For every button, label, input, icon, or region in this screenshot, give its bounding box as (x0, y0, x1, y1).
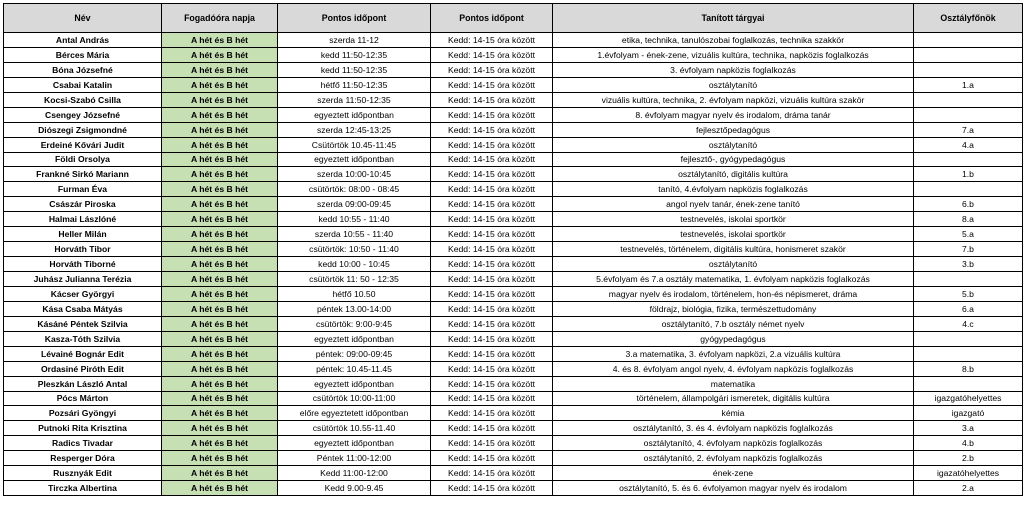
cell-week: A hét és B hét (162, 47, 278, 62)
column-header-class-teacher: Osztályfőnök (914, 4, 1023, 33)
cell-week: A hét és B hét (162, 167, 278, 182)
cell-subjects: történelem, állampolgári ismeretek, digitális kultúra (553, 391, 914, 406)
cell-time-2: Kedd: 14-15 óra között (431, 421, 553, 436)
cell-time: kedd 10:55 - 11:40 (278, 212, 431, 227)
cell-name: Kácser Györgyi (4, 286, 162, 301)
cell-time-2: Kedd: 14-15 óra között (431, 77, 553, 92)
cell-time-2: Kedd: 14-15 óra között (431, 227, 553, 242)
cell-time-2: Kedd: 14-15 óra között (431, 92, 553, 107)
cell-subjects: magyar nyelv és irodalom, történelem, hon-és népismeret, dráma (553, 286, 914, 301)
cell-subjects: 3.a matematika, 3. évfolyam napközi, 2.a vizuális kultúra (553, 346, 914, 361)
column-header-name: Név (4, 4, 162, 33)
table-row (4, 301, 1023, 316)
cell-week: A hét és B hét (162, 272, 278, 287)
cell-time: péntek: 09:00-09:45 (278, 346, 431, 361)
cell-name: Halmai Lászlóné (4, 212, 162, 227)
cell-time: csütörtök 11: 50 - 12:35 (278, 272, 431, 287)
table-row (4, 406, 1023, 421)
cell-subjects: 5.évfolyam és 7.a osztály matematika, 1. évfolyam napközis foglalkozás (553, 272, 914, 287)
cell-time-2: Kedd: 14-15 óra között (431, 286, 553, 301)
cell-subjects: 3. évfolyam napközis foglalkozás (553, 62, 914, 77)
cell-name: Bóna Józsefné (4, 62, 162, 77)
column-header-time: Pontos időpont (278, 4, 431, 33)
cell-time: előre egyeztetett időpontban (278, 406, 431, 421)
cell-time-2: Kedd: 14-15 óra között (431, 316, 553, 331)
cell-time: egyeztett időpontban (278, 436, 431, 451)
cell-subjects: testnevelés, iskolai sportkör (553, 227, 914, 242)
cell-subjects: osztálytanító, 7.b osztály német nyelv (553, 316, 914, 331)
cell-week: A hét és B hét (162, 286, 278, 301)
cell-time: kedd 11:50-12:35 (278, 62, 431, 77)
cell-week: A hét és B hét (162, 33, 278, 48)
cell-name: Kása Csaba Mátyás (4, 301, 162, 316)
cell-week: A hét és B hét (162, 316, 278, 331)
cell-time-2: Kedd: 14-15 óra között (431, 152, 553, 167)
table-row (4, 451, 1023, 466)
cell-subjects: földrajz, biológia, fizika, természettudomány (553, 301, 914, 316)
table-row (4, 182, 1023, 197)
cell-class-teacher: 5.a (914, 227, 1023, 242)
table-row (4, 137, 1023, 152)
cell-class-teacher (914, 62, 1023, 77)
cell-week: A hét és B hét (162, 436, 278, 451)
cell-subjects: 8. évfolyam magyar nyelv és irodalom, dráma tanár (553, 107, 914, 122)
cell-week: A hét és B hét (162, 481, 278, 496)
cell-subjects: fejlesztőpedagógus (553, 122, 914, 137)
cell-name: Horváth Tiborné (4, 257, 162, 272)
cell-time: szerda 12:45-13:25 (278, 122, 431, 137)
table-header (4, 4, 1023, 33)
cell-time: hétfő 11:50-12:35 (278, 77, 431, 92)
cell-subjects: osztálytanító, 4. évfolyam napközis foglalkozás (553, 436, 914, 451)
cell-time: szerda 09:00-09:45 (278, 197, 431, 212)
cell-time: csütörtök: 10:50 - 11:40 (278, 242, 431, 257)
cell-time-2: Kedd: 14-15 óra között (431, 182, 553, 197)
cell-week: A hét és B hét (162, 331, 278, 346)
table-row (4, 316, 1023, 331)
cell-class-teacher: igazatóhelyettes (914, 466, 1023, 481)
cell-class-teacher: 5.b (914, 286, 1023, 301)
cell-name: Kásáné Péntek Szilvia (4, 316, 162, 331)
cell-name: Horváth Tibor (4, 242, 162, 257)
cell-week: A hét és B hét (162, 242, 278, 257)
cell-class-teacher (914, 182, 1023, 197)
table-row (4, 376, 1023, 391)
cell-week: A hét és B hét (162, 122, 278, 137)
cell-time-2: Kedd: 14-15 óra között (431, 451, 553, 466)
cell-class-teacher (914, 152, 1023, 167)
cell-subjects: tanító, 4.évfolyam napközis foglalkozás (553, 182, 914, 197)
cell-time: szerda 11:50-12:35 (278, 92, 431, 107)
cell-name: Földi Orsolya (4, 152, 162, 167)
cell-class-teacher: 7.a (914, 122, 1023, 137)
cell-class-teacher: 4.c (914, 316, 1023, 331)
cell-time-2: Kedd: 14-15 óra között (431, 257, 553, 272)
cell-week: A hét és B hét (162, 77, 278, 92)
table-row (4, 122, 1023, 137)
cell-name: Frankné Sirkó Mariann (4, 167, 162, 182)
cell-class-teacher: igazgató (914, 406, 1023, 421)
cell-subjects: ének-zene (553, 466, 914, 481)
cell-time: csütörtök: 08:00 - 08:45 (278, 182, 431, 197)
cell-time: Kedd 11:00-12:00 (278, 466, 431, 481)
cell-name: Pleszkán László Antal (4, 376, 162, 391)
cell-name: Pócs Márton (4, 391, 162, 406)
cell-name: Kocsi-Szabó Csilla (4, 92, 162, 107)
table-row (4, 481, 1023, 496)
cell-subjects: osztálytanító (553, 77, 914, 92)
cell-class-teacher: 8.a (914, 212, 1023, 227)
cell-time-2: Kedd: 14-15 óra között (431, 242, 553, 257)
cell-subjects: testnevelés, történelem, digitális kultúra, honismeret szakör (553, 242, 914, 257)
table-row (4, 107, 1023, 122)
cell-time: egyeztett időpontban (278, 331, 431, 346)
cell-class-teacher (914, 92, 1023, 107)
cell-week: A hét és B hét (162, 227, 278, 242)
cell-subjects: 1.évfolyam - ének-zene, vizuális kultúra, technika, napközis foglalkozás (553, 47, 914, 62)
cell-subjects: osztálytanító (553, 137, 914, 152)
cell-subjects: osztálytanító, 5. és 6. évfolyamon magyar nyelv és irodalom (553, 481, 914, 496)
cell-time: egyeztett időpontban (278, 107, 431, 122)
table-row (4, 242, 1023, 257)
table-row (4, 391, 1023, 406)
table-row (4, 62, 1023, 77)
cell-subjects: testnevelés, iskolai sportkör (553, 212, 914, 227)
cell-week: A hét és B hét (162, 197, 278, 212)
cell-class-teacher: 7.b (914, 242, 1023, 257)
cell-class-teacher (914, 33, 1023, 48)
table-row (4, 466, 1023, 481)
cell-week: A hét és B hét (162, 391, 278, 406)
cell-week: A hét és B hét (162, 421, 278, 436)
cell-time-2: Kedd: 14-15 óra között (431, 466, 553, 481)
cell-subjects: kémia (553, 406, 914, 421)
table-row (4, 212, 1023, 227)
cell-class-teacher (914, 47, 1023, 62)
column-header-day: Fogadóóra napja (162, 4, 278, 33)
cell-name: Ordasiné Piróth Edit (4, 361, 162, 376)
table-row (4, 436, 1023, 451)
table-row (4, 92, 1023, 107)
cell-time-2: Kedd: 14-15 óra között (431, 346, 553, 361)
cell-name: Resperger Dóra (4, 451, 162, 466)
teacher-consultation-table (3, 3, 1023, 496)
cell-week: A hét és B hét (162, 137, 278, 152)
cell-time: szerda 10:00-10:45 (278, 167, 431, 182)
cell-subjects: osztálytanító, 2. évfolyam napközis foglalkozás (553, 451, 914, 466)
cell-name: Heller Milán (4, 227, 162, 242)
cell-time: csütörtök 10.55-11.40 (278, 421, 431, 436)
cell-time-2: Kedd: 14-15 óra között (431, 272, 553, 287)
cell-time: péntek: 10.45-11.45 (278, 361, 431, 376)
cell-name: Pozsári Gyöngyi (4, 406, 162, 421)
cell-class-teacher: 1.a (914, 77, 1023, 92)
cell-time-2: Kedd: 14-15 óra között (431, 197, 553, 212)
cell-time: Kedd 9.00-9.45 (278, 481, 431, 496)
cell-week: A hét és B hét (162, 257, 278, 272)
cell-subjects: osztálytanító, 3. és 4. évfolyam napközis foglalkozás (553, 421, 914, 436)
cell-class-teacher: 2.a (914, 481, 1023, 496)
cell-class-teacher: 3.b (914, 257, 1023, 272)
table-row (4, 33, 1023, 48)
cell-name: Csabai Katalin (4, 77, 162, 92)
table-row (4, 346, 1023, 361)
table-row (4, 47, 1023, 62)
cell-time: Péntek 11:00-12:00 (278, 451, 431, 466)
cell-class-teacher: 3.a (914, 421, 1023, 436)
cell-time-2: Kedd: 14-15 óra között (431, 481, 553, 496)
cell-name: Juhász Julianna Terézia (4, 272, 162, 287)
cell-week: A hét és B hét (162, 62, 278, 77)
cell-name: Bérces Mária (4, 47, 162, 62)
cell-class-teacher: 4.b (914, 436, 1023, 451)
table-row (4, 286, 1023, 301)
column-header-subjects: Tanított tárgyai (553, 4, 914, 33)
cell-name: Putnoki Rita Krisztina (4, 421, 162, 436)
cell-week: A hét és B hét (162, 406, 278, 421)
cell-subjects: etika, technika, tanulószobai foglalkozás, technika szakkör (553, 33, 914, 48)
cell-time-2: Kedd: 14-15 óra között (431, 436, 553, 451)
cell-time: egyeztett időpontban (278, 376, 431, 391)
cell-class-teacher (914, 376, 1023, 391)
header-row (4, 4, 1023, 33)
table-row (4, 152, 1023, 167)
cell-name: Antal András (4, 33, 162, 48)
cell-subjects: osztálytanító (553, 257, 914, 272)
cell-time: péntek 13.00-14:00 (278, 301, 431, 316)
cell-name: Radics Tivadar (4, 436, 162, 451)
cell-time: szerda 10:55 - 11:40 (278, 227, 431, 242)
cell-name: Rusznyák Edit (4, 466, 162, 481)
cell-subjects: 4. és 8. évfolyam angol nyelv, 4. évfolyam napközis foglalkozás (553, 361, 914, 376)
cell-time-2: Kedd: 14-15 óra között (431, 406, 553, 421)
cell-subjects: fejlesztő-, gyógypedagógus (553, 152, 914, 167)
cell-class-teacher (914, 107, 1023, 122)
cell-week: A hét és B hét (162, 152, 278, 167)
cell-time: kedd 11:50-12:35 (278, 47, 431, 62)
table-row (4, 77, 1023, 92)
cell-time: szerda 11-12 (278, 33, 431, 48)
cell-class-teacher: igazgatóhelyettes (914, 391, 1023, 406)
cell-name: Tirczka Albertina (4, 481, 162, 496)
cell-week: A hét és B hét (162, 346, 278, 361)
cell-class-teacher (914, 331, 1023, 346)
cell-time-2: Kedd: 14-15 óra között (431, 137, 553, 152)
table-row (4, 331, 1023, 346)
cell-time: hétfő 10.50 (278, 286, 431, 301)
cell-class-teacher (914, 346, 1023, 361)
cell-class-teacher: 6.b (914, 197, 1023, 212)
cell-week: A hét és B hét (162, 212, 278, 227)
cell-time: kedd 10:00 - 10:45 (278, 257, 431, 272)
cell-week: A hét és B hét (162, 376, 278, 391)
cell-class-teacher: 8.b (914, 361, 1023, 376)
cell-class-teacher: 2.b (914, 451, 1023, 466)
cell-class-teacher: 4.a (914, 137, 1023, 152)
cell-time-2: Kedd: 14-15 óra között (431, 331, 553, 346)
cell-time-2: Kedd: 14-15 óra között (431, 62, 553, 77)
cell-time-2: Kedd: 14-15 óra között (431, 212, 553, 227)
cell-time-2: Kedd: 14-15 óra között (431, 122, 553, 137)
table-row (4, 167, 1023, 182)
cell-time-2: Kedd: 14-15 óra között (431, 376, 553, 391)
table-row (4, 257, 1023, 272)
cell-name: Erdeiné Kővári Judit (4, 137, 162, 152)
cell-subjects: vizuális kultúra, technika, 2. évfolyam napközi, vizuális kultúra szakör (553, 92, 914, 107)
cell-time: csütörtök: 9:00-9:45 (278, 316, 431, 331)
cell-name: Furman Éva (4, 182, 162, 197)
cell-subjects: osztálytanító, digitális kultúra (553, 167, 914, 182)
cell-name: Csengey Józsefné (4, 107, 162, 122)
cell-class-teacher: 6.a (914, 301, 1023, 316)
cell-subjects: gyógypedagógus (553, 331, 914, 346)
cell-week: A hét és B hét (162, 92, 278, 107)
cell-name: Kasza-Tóth Szilvia (4, 331, 162, 346)
cell-subjects: matematika (553, 376, 914, 391)
cell-time-2: Kedd: 14-15 óra között (431, 107, 553, 122)
cell-week: A hét és B hét (162, 451, 278, 466)
cell-time-2: Kedd: 14-15 óra között (431, 167, 553, 182)
cell-time-2: Kedd: 14-15 óra között (431, 391, 553, 406)
cell-week: A hét és B hét (162, 107, 278, 122)
cell-week: A hét és B hét (162, 182, 278, 197)
cell-week: A hét és B hét (162, 301, 278, 316)
cell-name: Lévainé Bognár Edit (4, 346, 162, 361)
cell-time: csütörtök 10:00-11:00 (278, 391, 431, 406)
cell-week: A hét és B hét (162, 361, 278, 376)
cell-time: Csütörtök 10.45-11:45 (278, 137, 431, 152)
cell-week: A hét és B hét (162, 466, 278, 481)
cell-time-2: Kedd: 14-15 óra között (431, 361, 553, 376)
table-body (4, 33, 1023, 496)
table-row (4, 197, 1023, 212)
table-row (4, 227, 1023, 242)
cell-subjects: angol nyelv tanár, ének-zene tanító (553, 197, 914, 212)
cell-class-teacher (914, 272, 1023, 287)
cell-time-2: Kedd: 14-15 óra között (431, 47, 553, 62)
cell-time-2: Kedd: 14-15 óra között (431, 301, 553, 316)
table-row (4, 361, 1023, 376)
cell-time-2: Kedd: 14-15 óra között (431, 33, 553, 48)
cell-name: Diószegi Zsigmondné (4, 122, 162, 137)
cell-time: egyeztett időpontban (278, 152, 431, 167)
cell-class-teacher: 1.b (914, 167, 1023, 182)
cell-name: Császár Piroska (4, 197, 162, 212)
column-header-time-2: Pontos időpont (431, 4, 553, 33)
table-row (4, 272, 1023, 287)
table-row (4, 421, 1023, 436)
